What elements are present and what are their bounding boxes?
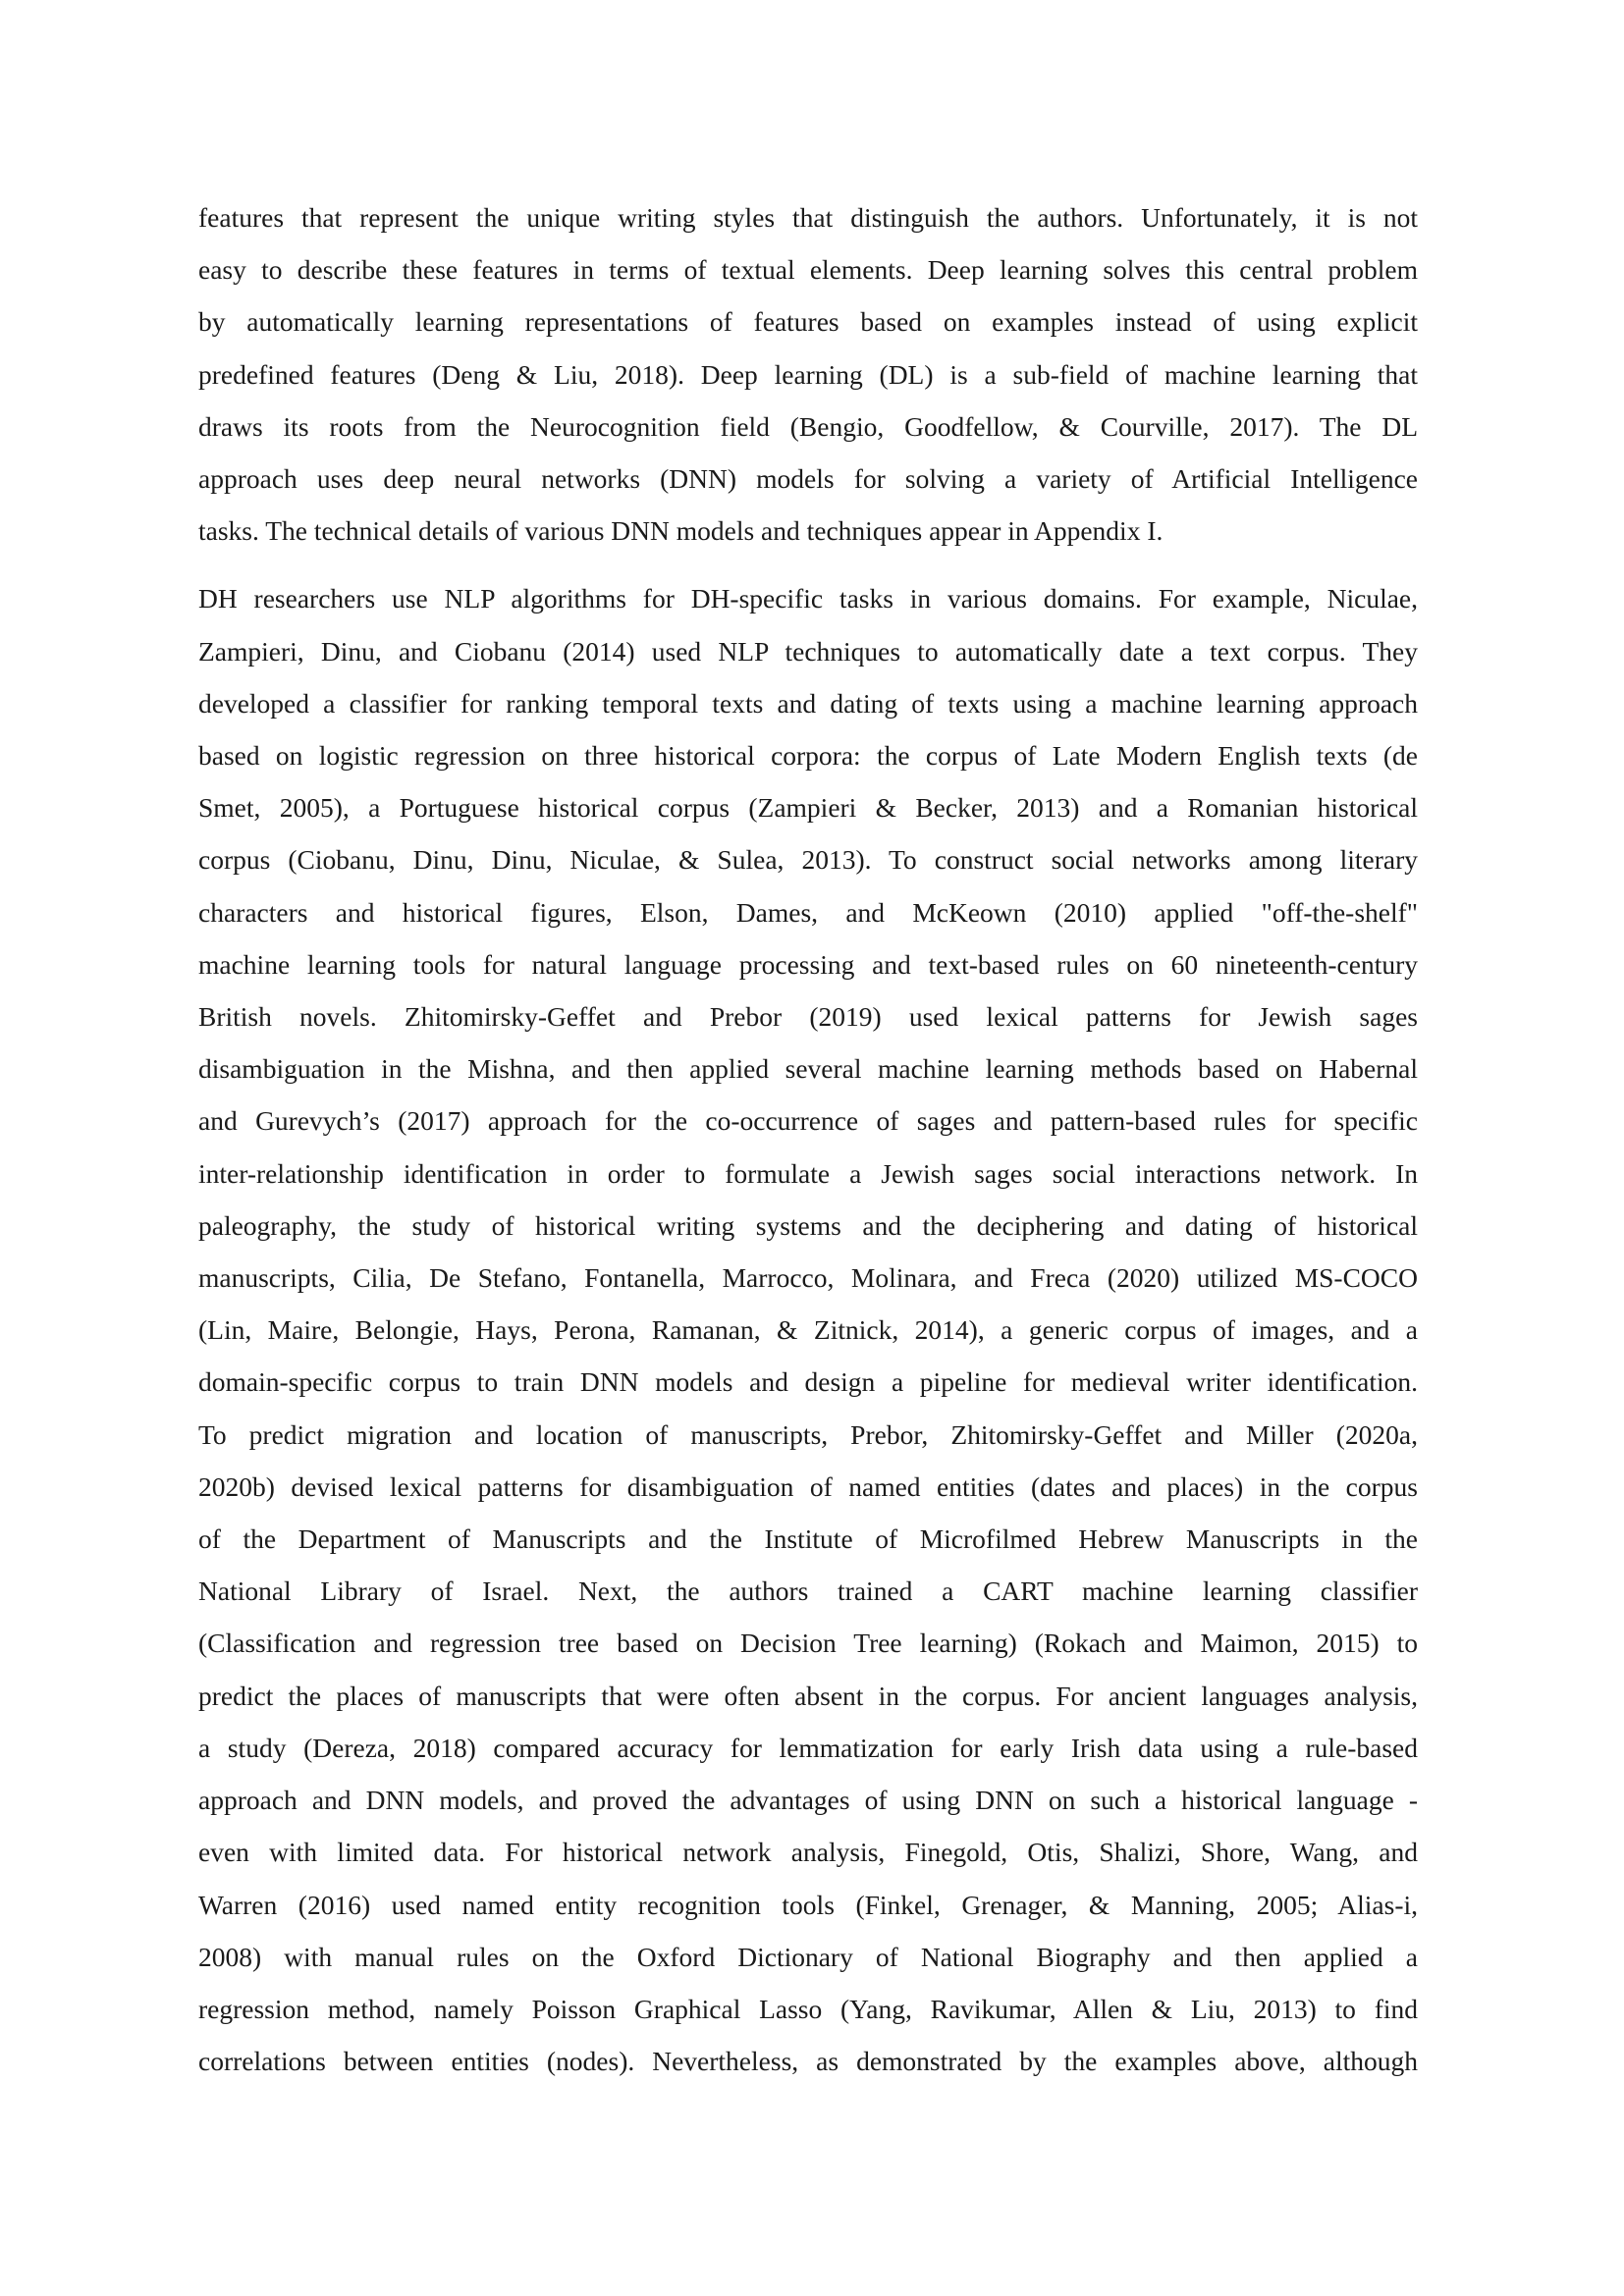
text-line: inter-relationship identification in order to formulate a Jewish sages social interactions network. In bbox=[198, 1157, 1418, 1189]
text-line: characters and historical figures, Elson, Dames, and McKeown (2010) applied "off-the-shelf" bbox=[198, 896, 1418, 928]
text-line: manuscripts, Cilia, De Stefano, Fontanella, Marrocco, Molinara, and Freca (2020) utilized MS-COCO bbox=[198, 1262, 1418, 1294]
text-line: tasks. The technical details of various DNN models and techniques appear in Appendix I. bbox=[198, 515, 1164, 547]
text-line: and Gurevych’s (2017) approach for the co-occurrence of sages and pattern-based rules for specific bbox=[198, 1105, 1418, 1137]
document-page bbox=[198, 191, 1418, 2087]
text-line: by automatically learning representations of features based on examples instead of using explicit bbox=[198, 306, 1418, 338]
paragraph-deep-learning bbox=[198, 191, 1418, 557]
text-line: of the Department of Manuscripts and the Institute of Microfilmed Hebrew Manuscripts in the bbox=[198, 1523, 1418, 1555]
text-line: Smet, 2005), a Portuguese historical corpus (Zampieri & Becker, 2013) and a Romanian historical bbox=[198, 792, 1418, 824]
text-line: machine learning tools for natural language processing and text-based rules on 60 nineteenth-century bbox=[198, 948, 1418, 980]
text-line: even with limited data. For historical network analysis, Finegold, Otis, Shalizi, Shore, Wang, and bbox=[198, 1837, 1418, 1868]
text-line: predict the places of manuscripts that were often absent in the corpus. For ancient languages analysis, bbox=[198, 1680, 1418, 1711]
text-line: a study (Dereza, 2018) compared accuracy for lemmatization for early Irish data using a rule-based bbox=[198, 1732, 1418, 1763]
text-line: features that represent the unique writing styles that distinguish the authors. Unfortunately, it is not bbox=[198, 202, 1418, 233]
text-line: To predict migration and location of manuscripts, Prebor, Zhitomirsky-Geffet and Miller (2020a, bbox=[198, 1418, 1418, 1450]
paragraph-dh-research bbox=[198, 572, 1418, 2087]
text-line: (Classification and regression tree based on Decision Tree learning) (Rokach and Maimon, 2015) to bbox=[198, 1628, 1418, 1659]
text-line: developed a classifier for ranking temporal texts and dating of texts using a machine learning approach bbox=[198, 687, 1418, 719]
text-line: British novels. Zhitomirsky-Geffet and Prebor (2019) used lexical patterns for Jewish sages bbox=[198, 1001, 1418, 1033]
text-line: domain-specific corpus to train DNN models and design a pipeline for medieval writer identification. bbox=[198, 1366, 1418, 1398]
text-line: correlations between entities (nodes). Nevertheless, as demonstrated by the examples above, although bbox=[198, 2046, 1418, 2077]
text-line: approach uses deep neural networks (DNN) models for solving a variety of Artificial Intelligence bbox=[198, 463, 1418, 495]
text-line: predefined features (Deng & Liu, 2018). Deep learning (DL) is a sub-field of machine learning that bbox=[198, 358, 1418, 390]
text-line: based on logistic regression on three historical corpora: the corpus of Late Modern English texts (de bbox=[198, 740, 1418, 772]
text-line: National Library of Israel. Next, the authors trained a CART machine learning classifier bbox=[198, 1575, 1418, 1607]
text-line: approach and DNN models, and proved the advantages of using DNN on such a historical language - bbox=[198, 1785, 1418, 1816]
text-line: 2020b) devised lexical patterns for disambiguation of named entities (dates and places) in the corpus bbox=[198, 1470, 1418, 1502]
text-line: 2008) with manual rules on the Oxford Dictionary of National Biography and then applied a bbox=[198, 1941, 1418, 1972]
text-line: Warren (2016) used named entity recognition tools (Finkel, Grenager, & Manning, 2005; Alias-i, bbox=[198, 1889, 1418, 1920]
text-line: regression method, namely Poisson Graphical Lasso (Yang, Ravikumar, Allen & Liu, 2013) to find bbox=[198, 1993, 1418, 2024]
text-line: DH researchers use NLP algorithms for DH-specific tasks in various domains. For example, Niculae, bbox=[198, 583, 1418, 614]
text-line: corpus (Ciobanu, Dinu, Dinu, Niculae, & Sulea, 2013). To construct social networks among literary bbox=[198, 844, 1418, 876]
text-line: draws its roots from the Neurocognition field (Bengio, Goodfellow, & Courville, 2017). The DL bbox=[198, 410, 1418, 442]
text-line: disambiguation in the Mishna, and then applied several machine learning methods based on Habernal bbox=[198, 1053, 1418, 1085]
text-line: easy to describe these features in terms of textual elements. Deep learning solves this central problem bbox=[198, 254, 1418, 286]
text-line: (Lin, Maire, Belongie, Hays, Perona, Ramanan, & Zitnick, 2014), a generic corpus of images, and a bbox=[198, 1314, 1418, 1346]
text-line: Zampieri, Dinu, and Ciobanu (2014) used NLP techniques to automatically date a text corpus. They bbox=[198, 635, 1418, 667]
text-line: paleography, the study of historical writing systems and the deciphering and dating of historical bbox=[198, 1209, 1418, 1241]
